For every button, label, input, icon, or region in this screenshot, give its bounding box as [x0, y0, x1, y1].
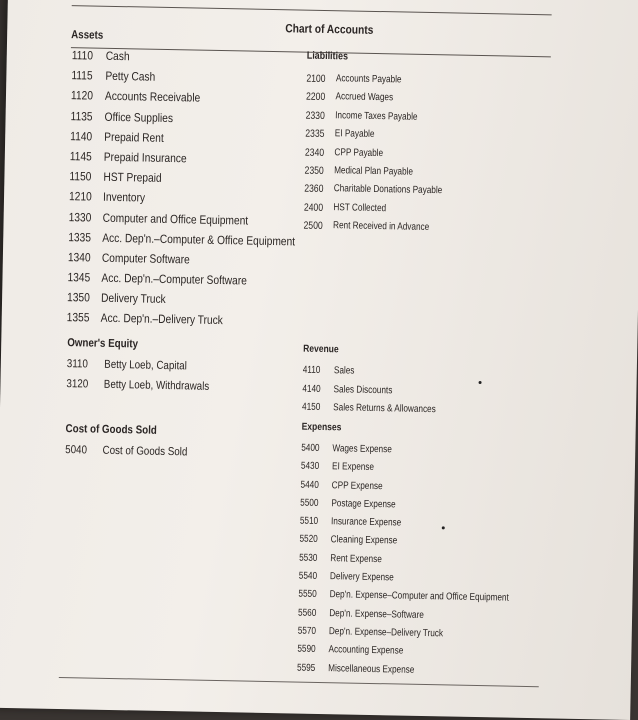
account-number: 2100 — [306, 72, 326, 86]
account-name: Inventory — [102, 190, 146, 205]
account-name: Miscellaneous Expense — [328, 662, 415, 676]
account-name: Office Supplies — [104, 109, 174, 125]
owners-equity-heading: Owner's Equity — [67, 337, 139, 351]
account-number: 5590 — [297, 643, 316, 656]
account-row — [67, 355, 210, 377]
account-name: Acc. Dep'n.–Delivery Truck — [100, 311, 223, 328]
account-name: Sales Returns & Allowances — [333, 402, 436, 416]
account-name: Rent Expense — [330, 552, 382, 565]
account-name: Dep'n. Expense–Computer and Office Equipment — [329, 589, 509, 604]
account-number: 5560 — [298, 607, 317, 619]
account-name: Sales Discounts — [333, 383, 393, 396]
account-number: 1345 — [67, 270, 91, 285]
account-name: Postage Expense — [331, 498, 396, 511]
expenses-list — [297, 440, 558, 683]
expenses-heading: Expenses — [301, 421, 342, 434]
owners-equity-list — [66, 355, 235, 397]
cogs-list — [65, 441, 209, 463]
account-row — [302, 399, 436, 420]
account-name: Betty Loeb, Capital — [104, 358, 187, 373]
account-name: Betty Loeb, Withdrawals — [103, 378, 210, 393]
account-number: 1145 — [69, 149, 92, 164]
account-name: Cost of Goods Sold — [102, 444, 188, 459]
top-rule — [72, 5, 552, 15]
account-name: Prepaid Insurance — [103, 149, 187, 166]
account-number: 1340 — [67, 249, 91, 265]
account-number: 2500 — [303, 219, 323, 233]
account-number: 5430 — [300, 460, 320, 473]
account-number: 3110 — [66, 358, 88, 371]
account-number: 5550 — [298, 588, 317, 601]
account-number: 1135 — [70, 108, 93, 124]
revenue-list — [302, 362, 466, 421]
account-number: 5400 — [301, 442, 320, 454]
account-number: 5440 — [300, 479, 319, 491]
account-name: HST Prepaid — [103, 169, 162, 186]
account-number: 5570 — [297, 625, 317, 637]
assets-list — [67, 45, 339, 333]
account-number: 5595 — [296, 662, 316, 674]
account-number: 2400 — [303, 201, 324, 214]
account-name: Delivery Truck — [100, 290, 166, 307]
account-number: 2340 — [304, 146, 325, 159]
cogs-heading: Cost of Goods Sold — [65, 423, 157, 437]
account-number: 2335 — [305, 127, 325, 141]
account-row — [65, 441, 188, 463]
account-number: 1355 — [66, 310, 90, 325]
account-name: Insurance Expense — [330, 516, 402, 529]
account-number: 1210 — [68, 189, 92, 204]
account-name: Acc. Dep'n.–Computer & Office Equipment — [102, 230, 296, 249]
account-name: Wages Expense — [332, 443, 392, 456]
account-number: 4110 — [302, 364, 321, 376]
account-row — [66, 375, 209, 397]
account-name: Accounting Expense — [328, 644, 404, 657]
account-name: Computer and Office Equipment — [102, 210, 249, 228]
assets-heading: Assets — [71, 29, 104, 42]
account-number: 5510 — [299, 515, 319, 528]
account-number: 1335 — [68, 229, 92, 245]
account-number: 2360 — [304, 182, 324, 196]
account-name: Computer Software — [101, 250, 190, 267]
account-number: 1330 — [68, 209, 92, 225]
account-name: Acc. Dep'n.–Computer Software — [101, 270, 248, 288]
ink-speck — [442, 526, 445, 529]
account-name: Delivery Expense — [329, 571, 394, 584]
account-name: Dep'n. Expense–Software — [329, 607, 424, 621]
account-number: 5040 — [65, 444, 88, 457]
liabilities-heading: Liabilities — [306, 49, 349, 63]
account-name: Dep'n. Expense–Delivery Truck — [328, 626, 444, 640]
account-row — [297, 659, 508, 681]
account-name: Cash — [105, 48, 130, 64]
account-number: 5500 — [300, 497, 319, 509]
account-name: Income Taxes Payable — [335, 109, 418, 123]
account-name: Cleaning Expense — [330, 534, 398, 547]
account-number: 2200 — [305, 91, 326, 104]
account-number: 1115 — [71, 68, 93, 83]
account-number: 5530 — [299, 552, 318, 564]
revenue-heading: Revenue — [303, 343, 339, 356]
account-row — [67, 308, 294, 333]
page-title: Chart of Accounts — [285, 21, 374, 37]
account-name: Sales — [333, 365, 355, 377]
account-name: EI Expense — [331, 461, 375, 474]
account-number: 1150 — [69, 169, 92, 184]
account-name: CPP Payable — [334, 146, 384, 159]
account-name: Accounts Payable — [335, 73, 402, 86]
account-name: HST Collected — [333, 201, 387, 214]
account-name: CPP Expense — [331, 479, 383, 492]
account-name: Rent Received in Advance — [332, 220, 430, 234]
account-name: Accrued Wages — [335, 91, 394, 104]
account-name: Medical Plan Payable — [334, 165, 414, 178]
account-row — [303, 217, 441, 238]
account-number: 5520 — [299, 534, 318, 546]
account-name: EI Payable — [334, 128, 375, 141]
account-number: 1110 — [71, 48, 94, 63]
account-number: 5540 — [298, 570, 318, 583]
account-name: Prepaid Rent — [104, 129, 164, 145]
account-number: 2330 — [305, 109, 325, 122]
account-number: 4140 — [302, 383, 321, 395]
account-number: 1120 — [70, 88, 94, 103]
account-number: 1140 — [70, 128, 93, 144]
ink-speck — [479, 381, 482, 384]
account-number: 3120 — [66, 377, 89, 391]
account-name: Petty Cash — [105, 68, 156, 84]
account-number: 1350 — [66, 290, 90, 305]
account-number: 4150 — [301, 401, 321, 413]
account-name: Charitable Donations Payable — [333, 183, 443, 197]
account-number: 2350 — [304, 164, 324, 177]
account-name: Accounts Receivable — [104, 89, 201, 105]
liabilities-list — [303, 70, 474, 239]
